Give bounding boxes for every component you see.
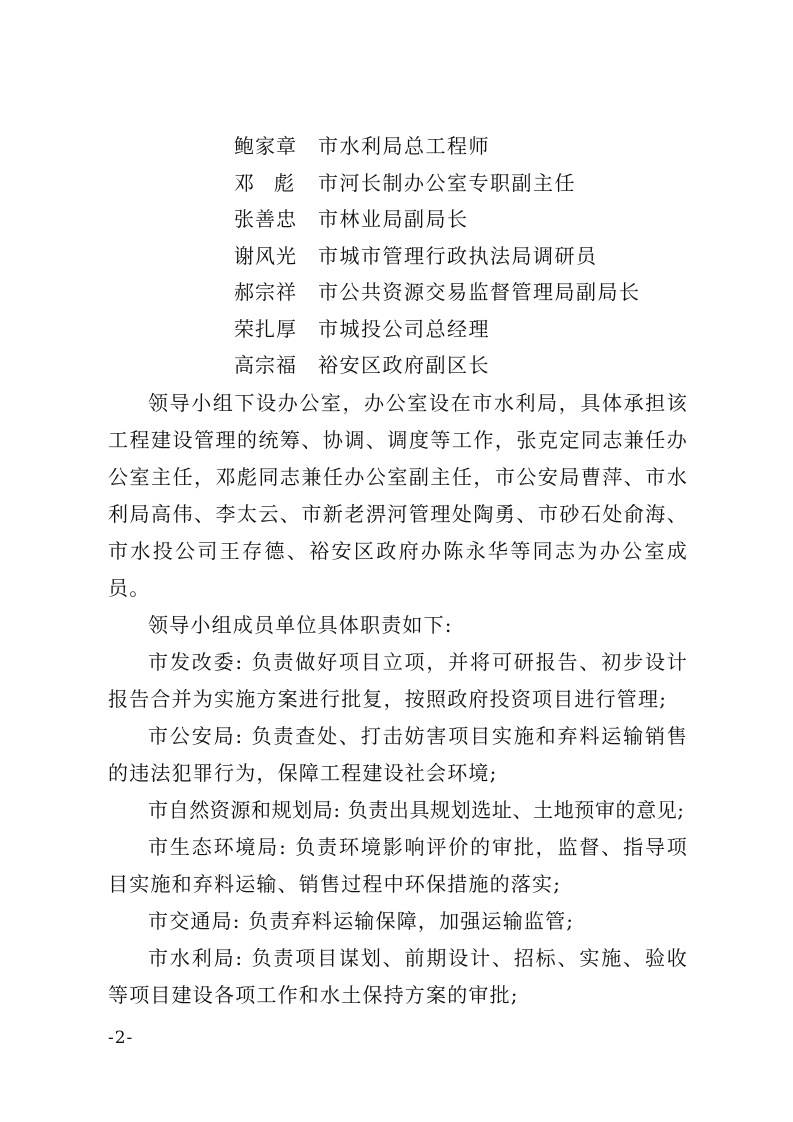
paragraph-duties-intro: 领导小组成员单位具体职责如下: [148,613,453,637]
member-row [234,274,641,311]
member-row [234,238,641,275]
member-name: 高宗福 [234,353,297,377]
member-title: 裕安区政府副区长 [318,353,490,377]
member-row [234,201,641,238]
paragraph-duty-jiaotong: 市交通局: 负责弃料运输保障，加强运输监管; [148,909,575,933]
member-name: 邓 彪 [234,170,294,195]
member-row [234,311,641,348]
member-row [234,128,641,165]
member-name: 郝宗祥 [234,280,297,304]
member-row [234,165,641,202]
member-title: 市水利局总工程师 [318,134,490,158]
member-name: 荣扎厚 [234,316,297,341]
member-title: 市城投公司总经理 [318,316,490,341]
paragraph-duty-gonganju: 市公安局: 负责查处、打击妨害项目实施和弃料运输销售的违法犯罪行为，保障工程建设社会环境; [108,724,688,785]
member-name: 鲍家章 [234,134,297,158]
paragraph-duty-ziranziyuan: 市自然资源和规划局: 负责出具规划选址、土地预审的意见; [148,798,685,822]
member-title: 市河长制办公室专职副主任 [318,170,576,195]
member-name: 谢风光 [234,243,297,268]
member-list [234,128,641,384]
paragraph-duty-shuili: 市水利局: 负责项目谋划、前期设计、招标、实施、验收等项目建设各项工作和水土保持方案的审批; [108,946,688,1007]
paragraph-duty-shengtai: 市生态环境局: 负责环境影响评价的审批，监督、指导项目实施和弃料运输、销售过程中环保措施的落实; [108,835,688,896]
member-title: 市林业局副局长 [318,207,469,231]
page-number: -2- [108,1028,134,1048]
paragraph-duty-fagaiwei: 市发改委: 负责做好项目立项，并将可研报告、初步设计报告合并为实施方案进行批复，按照政府投资项目进行管理; [108,650,688,711]
member-row [234,347,641,384]
member-name: 张善忠 [234,207,297,231]
member-title: 市城市管理行政执法局调研员 [318,243,598,268]
member-title: 市公共资源交易监督管理局副局长 [318,280,641,304]
body-text [108,385,688,1014]
paragraph-office: 领导小组下设办公室，办公室设在市水利局，具体承担该工程建设管理的统筹、协调、调度等工作，张克定同志兼任办公室主任，邓彪同志兼任办公室副主任，市公安局曹萍、市水利局高伟、李太云、市新老淠河管理处陶勇、市砂石处俞海、市水投公司王存德、裕安区政府办陈永华等同志为办公室成员。 [108,391,688,600]
